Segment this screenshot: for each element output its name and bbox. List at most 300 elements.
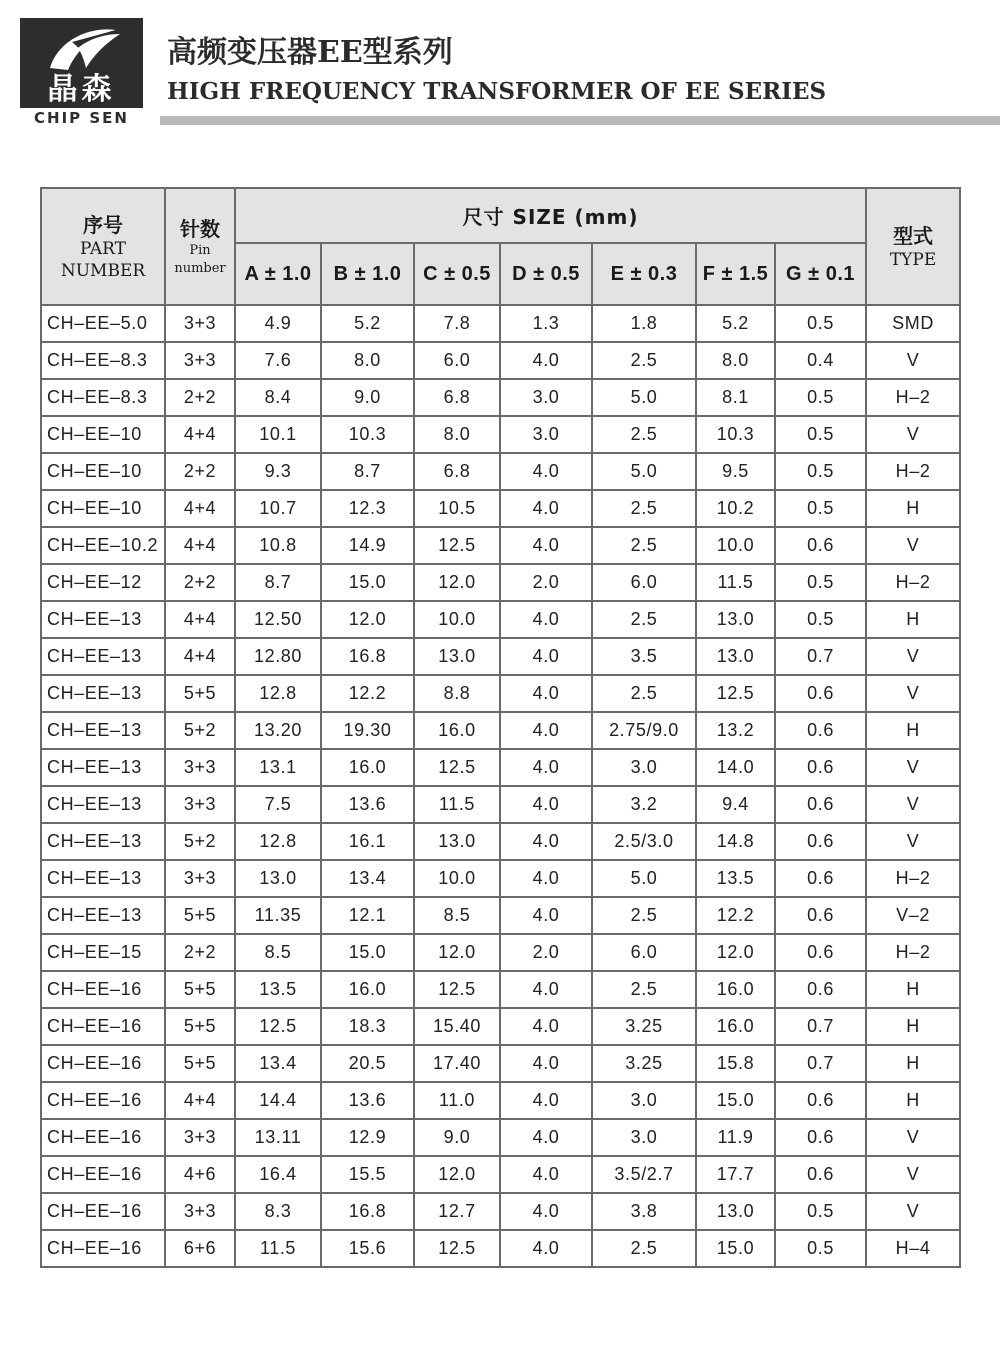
part-number-cell: CH–EE–16 <box>41 1119 165 1156</box>
dim-g-cell: 0.4 <box>775 342 866 379</box>
pin-count-cell: 5+5 <box>165 675 235 712</box>
dim-d-cell: 4.0 <box>500 1193 592 1230</box>
dim-c-cell: 12.5 <box>414 749 500 786</box>
pin-count-cell: 3+3 <box>165 1119 235 1156</box>
dim-e-cell: 2.5 <box>592 1230 696 1267</box>
dim-b-cell: 12.1 <box>321 897 414 934</box>
dim-a-cell: 14.4 <box>235 1082 321 1119</box>
dim-a-cell: 8.5 <box>235 934 321 971</box>
dim-b-cell: 15.0 <box>321 564 414 601</box>
logo-swoosh-icon <box>20 18 143 78</box>
header-part-number: 序号 PART NUMBER <box>41 188 165 305</box>
dim-g-cell: 0.5 <box>775 564 866 601</box>
table-row <box>41 860 960 897</box>
dim-c-cell: 12.7 <box>414 1193 500 1230</box>
type-cell: V <box>866 749 960 786</box>
part-number-cell: CH–EE–5.0 <box>41 305 165 342</box>
dim-b-cell: 18.3 <box>321 1008 414 1045</box>
dim-e-cell: 3.5/2.7 <box>592 1156 696 1193</box>
dim-c-cell: 13.0 <box>414 823 500 860</box>
type-cell: V <box>866 638 960 675</box>
pin-count-cell: 3+3 <box>165 342 235 379</box>
part-number-cell: CH–EE–13 <box>41 786 165 823</box>
dim-g-cell: 0.5 <box>775 379 866 416</box>
dim-d-cell: 1.3 <box>500 305 592 342</box>
pin-count-cell: 4+4 <box>165 601 235 638</box>
part-number-cell: CH–EE–8.3 <box>41 342 165 379</box>
dim-e-cell: 3.2 <box>592 786 696 823</box>
pin-count-cell: 6+6 <box>165 1230 235 1267</box>
dim-b-cell: 16.8 <box>321 638 414 675</box>
dim-f-cell: 9.5 <box>696 453 775 490</box>
dim-d-cell: 2.0 <box>500 564 592 601</box>
type-cell: V <box>866 342 960 379</box>
dim-g-cell: 0.7 <box>775 638 866 675</box>
header-dim-e: E ± 0.3 <box>592 243 696 305</box>
dim-g-cell: 0.7 <box>775 1008 866 1045</box>
pin-count-cell: 4+4 <box>165 416 235 453</box>
pin-count-cell: 5+5 <box>165 897 235 934</box>
dim-d-cell: 4.0 <box>500 749 592 786</box>
dim-b-cell: 19.30 <box>321 712 414 749</box>
dim-b-cell: 15.5 <box>321 1156 414 1193</box>
dim-f-cell: 13.2 <box>696 712 775 749</box>
dim-e-cell: 3.25 <box>592 1008 696 1045</box>
dim-c-cell: 11.0 <box>414 1082 500 1119</box>
dim-b-cell: 16.0 <box>321 971 414 1008</box>
type-cell: V <box>866 786 960 823</box>
dim-e-cell: 2.75/9.0 <box>592 712 696 749</box>
dim-f-cell: 17.7 <box>696 1156 775 1193</box>
part-number-cell: CH–EE–16 <box>41 1008 165 1045</box>
dim-c-cell: 8.5 <box>414 897 500 934</box>
dim-a-cell: 10.1 <box>235 416 321 453</box>
dim-g-cell: 0.5 <box>775 1230 866 1267</box>
dim-f-cell: 5.2 <box>696 305 775 342</box>
dim-c-cell: 17.40 <box>414 1045 500 1082</box>
type-cell: H <box>866 1045 960 1082</box>
type-cell: V <box>866 1193 960 1230</box>
dim-a-cell: 10.8 <box>235 527 321 564</box>
dim-a-cell: 7.6 <box>235 342 321 379</box>
dim-d-cell: 4.0 <box>500 1082 592 1119</box>
dim-f-cell: 13.5 <box>696 860 775 897</box>
dim-e-cell: 6.0 <box>592 564 696 601</box>
dim-b-cell: 8.7 <box>321 453 414 490</box>
pin-count-cell: 3+3 <box>165 860 235 897</box>
type-cell: SMD <box>866 305 960 342</box>
dim-a-cell: 7.5 <box>235 786 321 823</box>
dim-b-cell: 16.0 <box>321 749 414 786</box>
table-row <box>41 934 960 971</box>
dim-c-cell: 12.0 <box>414 934 500 971</box>
dim-f-cell: 10.0 <box>696 527 775 564</box>
part-number-cell: CH–EE–10 <box>41 490 165 527</box>
dim-d-cell: 4.0 <box>500 1119 592 1156</box>
dim-e-cell: 5.0 <box>592 379 696 416</box>
type-cell: V <box>866 675 960 712</box>
table-row <box>41 897 960 934</box>
type-cell: V <box>866 527 960 564</box>
dim-g-cell: 0.6 <box>775 786 866 823</box>
dim-c-cell: 15.40 <box>414 1008 500 1045</box>
dim-g-cell: 0.6 <box>775 934 866 971</box>
dim-g-cell: 0.6 <box>775 860 866 897</box>
dim-e-cell: 3.8 <box>592 1193 696 1230</box>
dim-e-cell: 2.5 <box>592 490 696 527</box>
dim-e-cell: 3.0 <box>592 1082 696 1119</box>
part-number-cell: CH–EE–13 <box>41 897 165 934</box>
dim-f-cell: 14.8 <box>696 823 775 860</box>
brand-name-en: CHIP SEN <box>34 109 129 127</box>
dim-g-cell: 0.6 <box>775 675 866 712</box>
part-number-cell: CH–EE–16 <box>41 1045 165 1082</box>
part-number-cell: CH–EE–10 <box>41 453 165 490</box>
dim-c-cell: 6.0 <box>414 342 500 379</box>
dim-d-cell: 4.0 <box>500 971 592 1008</box>
type-cell: H–2 <box>866 934 960 971</box>
dim-c-cell: 13.0 <box>414 638 500 675</box>
table-row <box>41 1156 960 1193</box>
dim-e-cell: 2.5 <box>592 416 696 453</box>
dim-e-cell: 2.5 <box>592 897 696 934</box>
dim-g-cell: 0.5 <box>775 490 866 527</box>
dim-c-cell: 12.0 <box>414 564 500 601</box>
pin-count-cell: 5+5 <box>165 1008 235 1045</box>
part-number-cell: CH–EE–10.2 <box>41 527 165 564</box>
dim-c-cell: 6.8 <box>414 379 500 416</box>
dim-d-cell: 4.0 <box>500 860 592 897</box>
part-number-cell: CH–EE–13 <box>41 749 165 786</box>
dim-c-cell: 11.5 <box>414 786 500 823</box>
header-dim-a: A ± 1.0 <box>235 243 321 305</box>
dim-e-cell: 2.5/3.0 <box>592 823 696 860</box>
pin-count-cell: 5+2 <box>165 712 235 749</box>
part-number-cell: CH–EE–8.3 <box>41 379 165 416</box>
dim-d-cell: 4.0 <box>500 897 592 934</box>
pin-count-cell: 2+2 <box>165 453 235 490</box>
table-row <box>41 342 960 379</box>
dim-e-cell: 6.0 <box>592 934 696 971</box>
type-cell: V <box>866 1156 960 1193</box>
table-row <box>41 1119 960 1156</box>
header-pin-number: 针数 Pin number <box>165 188 235 305</box>
pin-count-cell: 4+4 <box>165 1082 235 1119</box>
dim-e-cell: 3.25 <box>592 1045 696 1082</box>
dim-a-cell: 12.8 <box>235 823 321 860</box>
pin-count-cell: 5+2 <box>165 823 235 860</box>
dim-d-cell: 4.0 <box>500 1045 592 1082</box>
dim-b-cell: 16.1 <box>321 823 414 860</box>
type-cell: H <box>866 971 960 1008</box>
dim-e-cell: 2.5 <box>592 971 696 1008</box>
dim-c-cell: 12.0 <box>414 1156 500 1193</box>
dim-d-cell: 2.0 <box>500 934 592 971</box>
dim-a-cell: 4.9 <box>235 305 321 342</box>
dim-g-cell: 0.5 <box>775 1193 866 1230</box>
table-row <box>41 675 960 712</box>
header-type: 型式 TYPE <box>866 188 960 305</box>
dim-d-cell: 4.0 <box>500 638 592 675</box>
dim-f-cell: 8.0 <box>696 342 775 379</box>
dim-c-cell: 10.5 <box>414 490 500 527</box>
dim-g-cell: 0.6 <box>775 1156 866 1193</box>
part-number-cell: CH–EE–16 <box>41 1082 165 1119</box>
type-cell: V <box>866 416 960 453</box>
dim-c-cell: 8.8 <box>414 675 500 712</box>
dim-a-cell: 8.7 <box>235 564 321 601</box>
dim-c-cell: 10.0 <box>414 601 500 638</box>
pin-count-cell: 5+5 <box>165 971 235 1008</box>
table-row <box>41 1230 960 1267</box>
brand-name-cn: 晶森 <box>47 72 116 107</box>
dim-b-cell: 13.6 <box>321 1082 414 1119</box>
dim-d-cell: 4.0 <box>500 675 592 712</box>
header-dim-c: C ± 0.5 <box>414 243 500 305</box>
pin-count-cell: 3+3 <box>165 786 235 823</box>
header-dim-d: D ± 0.5 <box>500 243 592 305</box>
dim-e-cell: 3.5 <box>592 638 696 675</box>
dim-e-cell: 2.5 <box>592 342 696 379</box>
part-number-cell: CH–EE–15 <box>41 934 165 971</box>
dim-b-cell: 12.3 <box>321 490 414 527</box>
dim-e-cell: 5.0 <box>592 860 696 897</box>
dim-a-cell: 12.8 <box>235 675 321 712</box>
pin-count-cell: 4+4 <box>165 638 235 675</box>
type-cell: V <box>866 823 960 860</box>
table-row <box>41 971 960 1008</box>
dim-f-cell: 9.4 <box>696 786 775 823</box>
dim-g-cell: 0.5 <box>775 601 866 638</box>
registered-mark: ® <box>128 17 140 31</box>
type-cell: H–2 <box>866 860 960 897</box>
pin-count-cell: 4+4 <box>165 490 235 527</box>
dim-f-cell: 12.2 <box>696 897 775 934</box>
dim-a-cell: 8.3 <box>235 1193 321 1230</box>
dim-e-cell: 5.0 <box>592 453 696 490</box>
dim-a-cell: 9.3 <box>235 453 321 490</box>
dim-b-cell: 8.0 <box>321 342 414 379</box>
table-row <box>41 1008 960 1045</box>
dim-g-cell: 0.6 <box>775 1082 866 1119</box>
dim-f-cell: 16.0 <box>696 1008 775 1045</box>
spec-table <box>40 187 961 1268</box>
dim-d-cell: 4.0 <box>500 712 592 749</box>
dim-d-cell: 4.0 <box>500 1156 592 1193</box>
table-row <box>41 416 960 453</box>
table-row <box>41 1082 960 1119</box>
dim-g-cell: 0.6 <box>775 971 866 1008</box>
type-cell: H–2 <box>866 379 960 416</box>
dim-d-cell: 4.0 <box>500 342 592 379</box>
dim-e-cell: 1.8 <box>592 305 696 342</box>
dim-b-cell: 13.4 <box>321 860 414 897</box>
dim-g-cell: 0.6 <box>775 823 866 860</box>
dim-d-cell: 4.0 <box>500 786 592 823</box>
dim-c-cell: 16.0 <box>414 712 500 749</box>
dim-a-cell: 13.1 <box>235 749 321 786</box>
type-cell: H <box>866 601 960 638</box>
type-cell: H–2 <box>866 564 960 601</box>
dim-d-cell: 4.0 <box>500 1008 592 1045</box>
header-dim-f: F ± 1.5 <box>696 243 775 305</box>
part-number-cell: CH–EE–10 <box>41 416 165 453</box>
part-number-cell: CH–EE–16 <box>41 971 165 1008</box>
type-cell: H <box>866 490 960 527</box>
dim-a-cell: 12.5 <box>235 1008 321 1045</box>
dim-a-cell: 10.7 <box>235 490 321 527</box>
type-cell: V–2 <box>866 897 960 934</box>
dim-b-cell: 12.0 <box>321 601 414 638</box>
type-cell: H–4 <box>866 1230 960 1267</box>
header-dim-b: B ± 1.0 <box>321 243 414 305</box>
table-row <box>41 490 960 527</box>
table-row <box>41 564 960 601</box>
type-cell: H <box>866 712 960 749</box>
dim-c-cell: 6.8 <box>414 453 500 490</box>
pin-count-cell: 3+3 <box>165 305 235 342</box>
dim-f-cell: 15.0 <box>696 1230 775 1267</box>
dim-c-cell: 10.0 <box>414 860 500 897</box>
part-number-cell: CH–EE–16 <box>41 1230 165 1267</box>
part-number-cell: CH–EE–13 <box>41 712 165 749</box>
dim-f-cell: 14.0 <box>696 749 775 786</box>
type-cell: V <box>866 1119 960 1156</box>
dim-f-cell: 12.0 <box>696 934 775 971</box>
table-row <box>41 638 960 675</box>
dim-b-cell: 12.9 <box>321 1119 414 1156</box>
dim-d-cell: 4.0 <box>500 453 592 490</box>
dim-f-cell: 11.9 <box>696 1119 775 1156</box>
table-row <box>41 305 960 342</box>
dim-c-cell: 12.5 <box>414 527 500 564</box>
dim-a-cell: 13.0 <box>235 860 321 897</box>
dim-a-cell: 8.4 <box>235 379 321 416</box>
dim-d-cell: 4.0 <box>500 490 592 527</box>
table-row <box>41 601 960 638</box>
dim-a-cell: 11.5 <box>235 1230 321 1267</box>
table-row <box>41 453 960 490</box>
dim-a-cell: 16.4 <box>235 1156 321 1193</box>
dim-g-cell: 0.6 <box>775 712 866 749</box>
table-row <box>41 823 960 860</box>
page-title-cn: 高频变压器EE型系列 <box>167 35 453 70</box>
pin-count-cell: 4+6 <box>165 1156 235 1193</box>
part-number-cell: CH–EE–13 <box>41 823 165 860</box>
part-number-cell: CH–EE–13 <box>41 675 165 712</box>
part-number-cell: CH–EE–13 <box>41 860 165 897</box>
dim-b-cell: 14.9 <box>321 527 414 564</box>
dim-d-cell: 4.0 <box>500 1230 592 1267</box>
dim-g-cell: 0.7 <box>775 1045 866 1082</box>
dim-f-cell: 12.5 <box>696 675 775 712</box>
dim-f-cell: 15.0 <box>696 1082 775 1119</box>
dim-d-cell: 3.0 <box>500 416 592 453</box>
dim-c-cell: 8.0 <box>414 416 500 453</box>
dim-g-cell: 0.6 <box>775 527 866 564</box>
part-number-cell: CH–EE–13 <box>41 601 165 638</box>
dim-f-cell: 10.2 <box>696 490 775 527</box>
dim-b-cell: 20.5 <box>321 1045 414 1082</box>
dim-a-cell: 12.80 <box>235 638 321 675</box>
dim-g-cell: 0.6 <box>775 897 866 934</box>
dim-b-cell: 13.6 <box>321 786 414 823</box>
part-number-cell: CH–EE–12 <box>41 564 165 601</box>
dim-e-cell: 3.0 <box>592 749 696 786</box>
dim-g-cell: 0.5 <box>775 453 866 490</box>
table-row <box>41 712 960 749</box>
dim-b-cell: 15.6 <box>321 1230 414 1267</box>
dim-b-cell: 5.2 <box>321 305 414 342</box>
dim-f-cell: 13.0 <box>696 601 775 638</box>
dim-e-cell: 2.5 <box>592 527 696 564</box>
pin-count-cell: 4+4 <box>165 527 235 564</box>
dim-d-cell: 4.0 <box>500 823 592 860</box>
dim-e-cell: 3.0 <box>592 1119 696 1156</box>
pin-count-cell: 3+3 <box>165 749 235 786</box>
dim-a-cell: 13.11 <box>235 1119 321 1156</box>
type-cell: H–2 <box>866 453 960 490</box>
dim-b-cell: 15.0 <box>321 934 414 971</box>
part-number-cell: CH–EE–16 <box>41 1156 165 1193</box>
dim-e-cell: 2.5 <box>592 675 696 712</box>
title-divider <box>160 116 1000 125</box>
pin-count-cell: 3+3 <box>165 1193 235 1230</box>
dim-c-cell: 9.0 <box>414 1119 500 1156</box>
dim-a-cell: 13.5 <box>235 971 321 1008</box>
dim-b-cell: 10.3 <box>321 416 414 453</box>
table-row <box>41 527 960 564</box>
dim-f-cell: 10.3 <box>696 416 775 453</box>
dim-f-cell: 15.8 <box>696 1045 775 1082</box>
table-row <box>41 1045 960 1082</box>
pin-count-cell: 2+2 <box>165 564 235 601</box>
dim-c-cell: 7.8 <box>414 305 500 342</box>
header-size: 尺寸 SIZE (mm) <box>235 188 866 243</box>
dim-a-cell: 13.20 <box>235 712 321 749</box>
part-number-cell: CH–EE–16 <box>41 1193 165 1230</box>
pin-count-cell: 2+2 <box>165 934 235 971</box>
dim-e-cell: 2.5 <box>592 601 696 638</box>
dim-f-cell: 13.0 <box>696 1193 775 1230</box>
table-row <box>41 1193 960 1230</box>
part-number-cell: CH–EE–13 <box>41 638 165 675</box>
page-title-en: HIGH FREQUENCY TRANSFORMER OF EE SERIES <box>167 78 827 105</box>
table-row <box>41 749 960 786</box>
pin-count-cell: 5+5 <box>165 1045 235 1082</box>
dim-d-cell: 3.0 <box>500 379 592 416</box>
dim-g-cell: 0.6 <box>775 749 866 786</box>
dim-c-cell: 12.5 <box>414 971 500 1008</box>
dim-g-cell: 0.5 <box>775 305 866 342</box>
dim-c-cell: 12.5 <box>414 1230 500 1267</box>
table-row <box>41 379 960 416</box>
dim-b-cell: 16.8 <box>321 1193 414 1230</box>
dim-b-cell: 9.0 <box>321 379 414 416</box>
dim-d-cell: 4.0 <box>500 527 592 564</box>
brand-logo <box>20 18 143 126</box>
pin-count-cell: 2+2 <box>165 379 235 416</box>
dim-g-cell: 0.6 <box>775 1119 866 1156</box>
dim-a-cell: 12.50 <box>235 601 321 638</box>
dim-g-cell: 0.5 <box>775 416 866 453</box>
dim-b-cell: 12.2 <box>321 675 414 712</box>
dim-f-cell: 16.0 <box>696 971 775 1008</box>
dim-d-cell: 4.0 <box>500 601 592 638</box>
type-cell: H <box>866 1082 960 1119</box>
dim-a-cell: 13.4 <box>235 1045 321 1082</box>
table-row <box>41 786 960 823</box>
